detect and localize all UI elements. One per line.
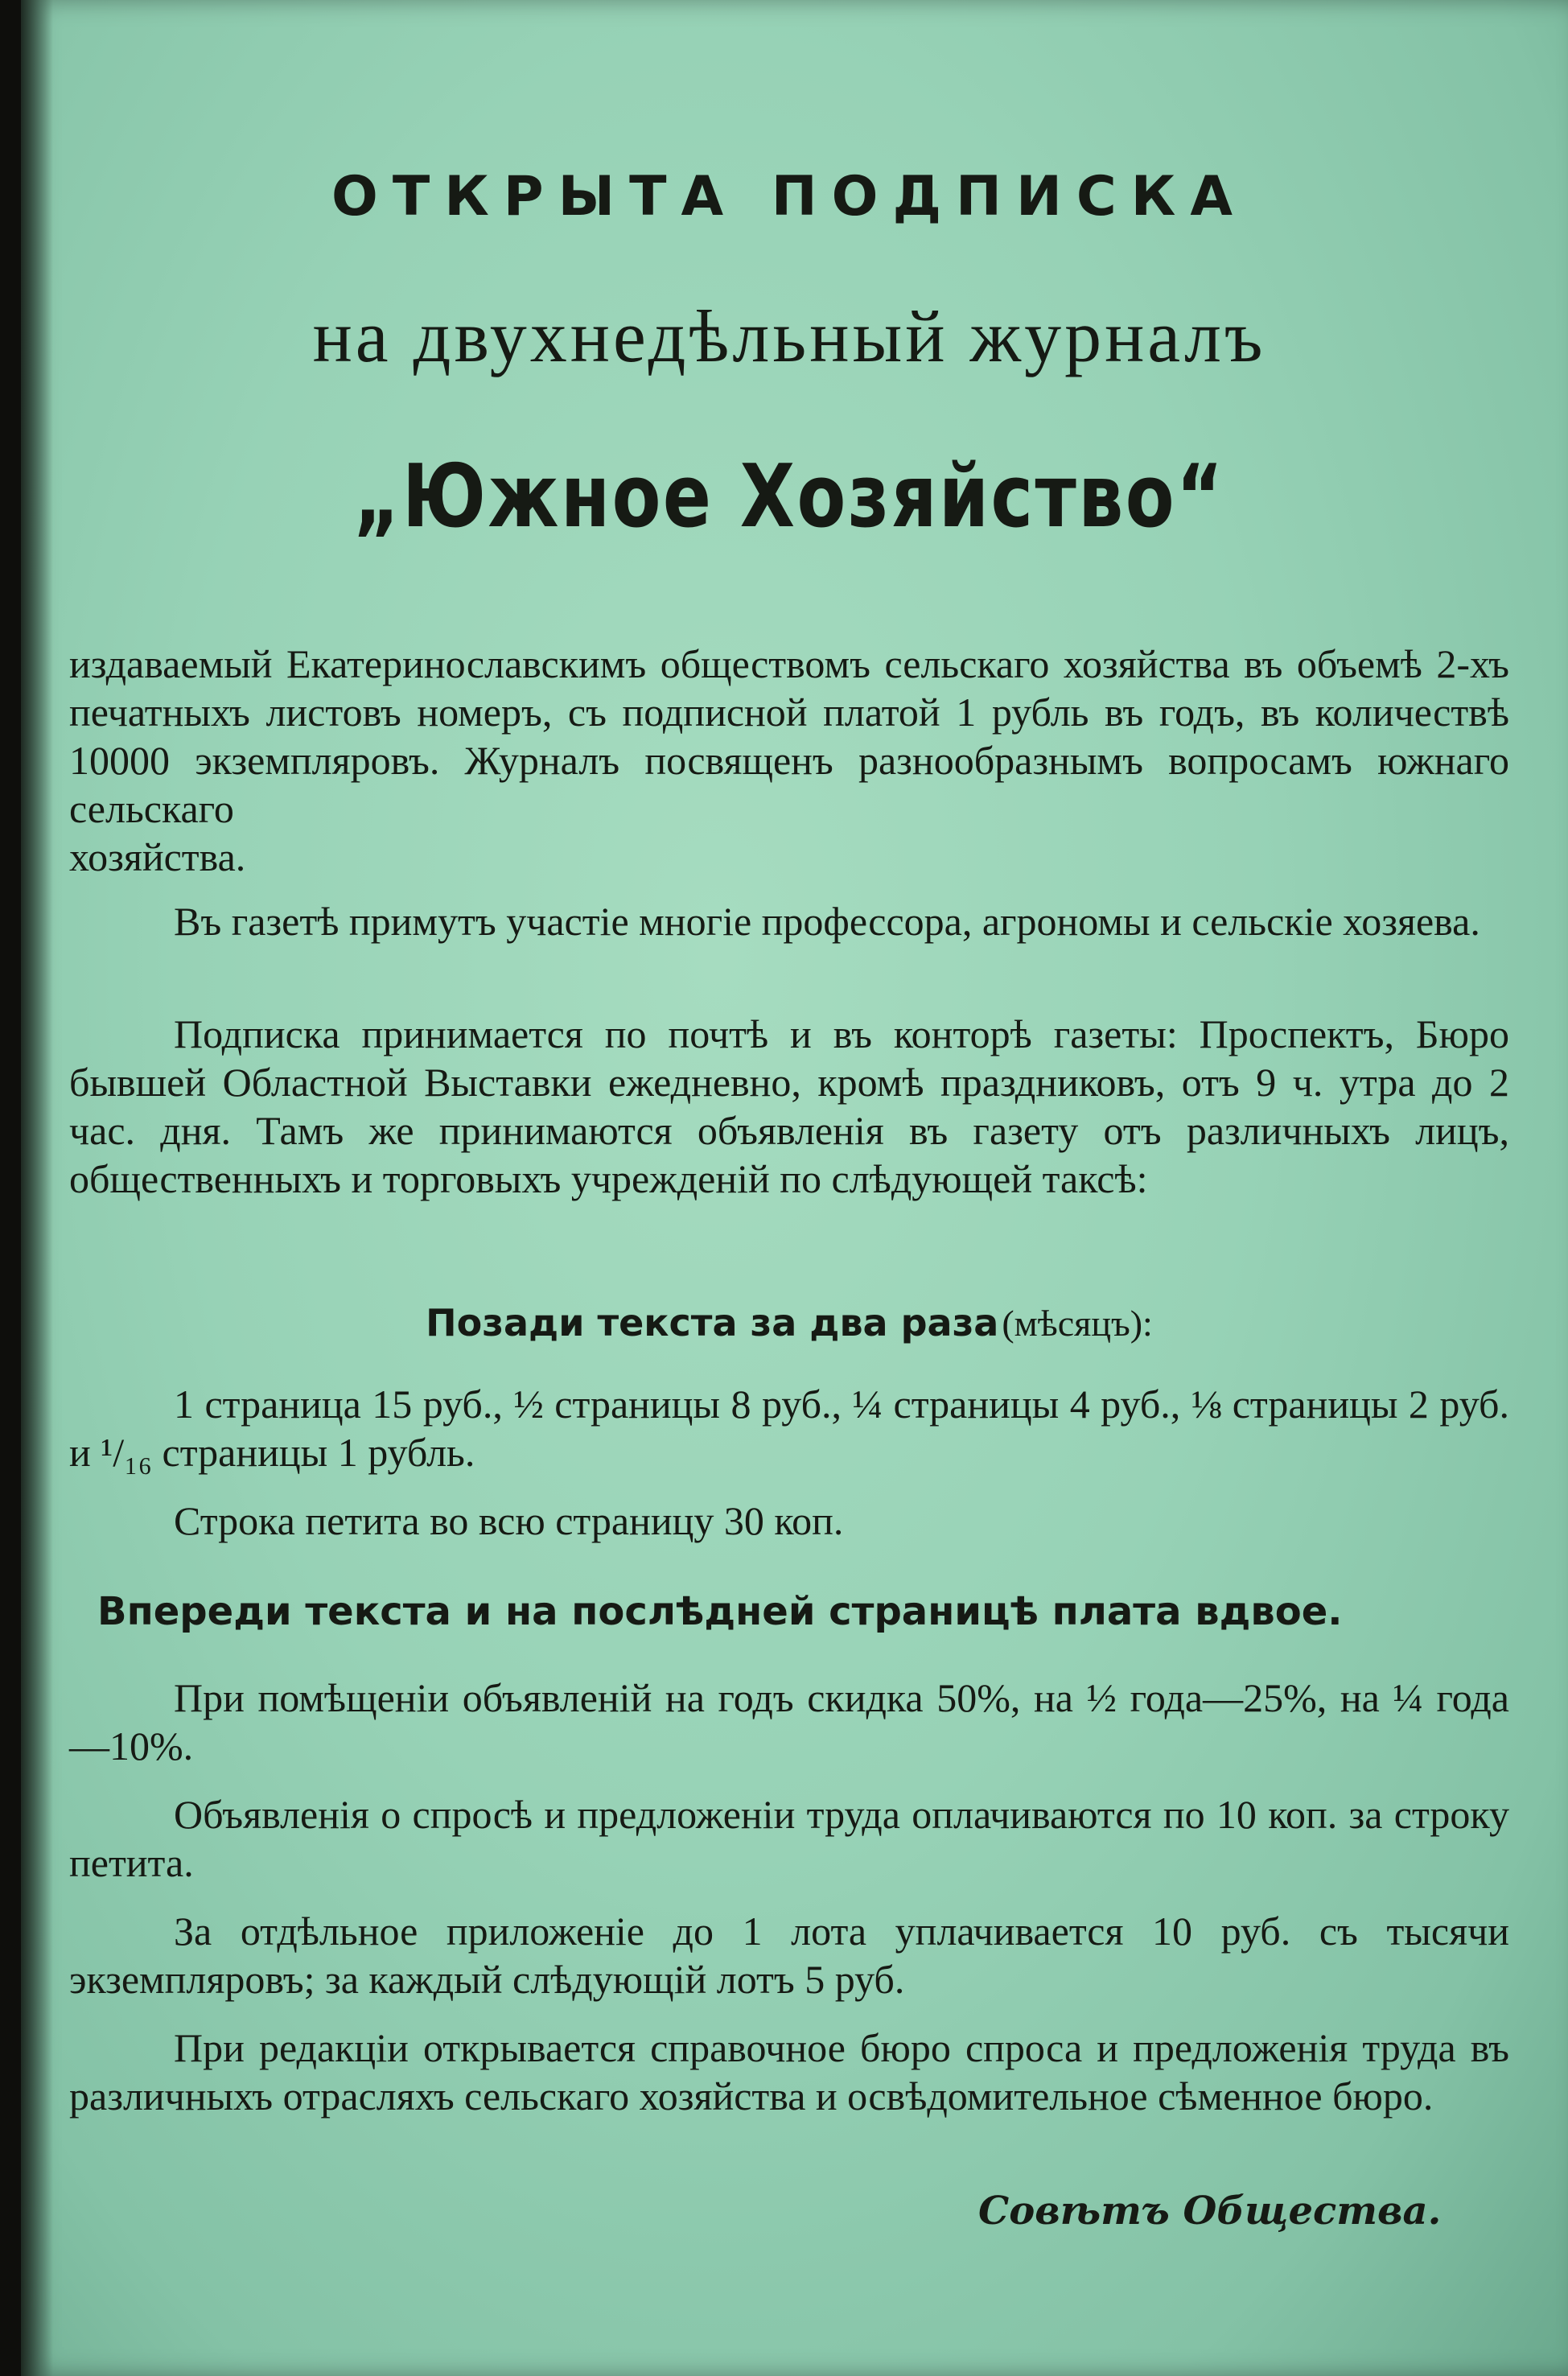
page: [21, 0, 1568, 2376]
rates-front-heading: Впереди текста и на послѣдней страницѣ плата вдвое.: [97, 1589, 1343, 1634]
bureau-paragraph: При редакціи открывается справочное бюро спроса и предложенія труда въ различныхъ отрасляхъ сельскаго хозяйства и освѣдомительное сѣменное бюро.: [69, 2025, 1509, 2119]
supplement-paragraph: За отдѣльное приложеніе до 1 лота уплачивается 10 руб. съ тысячи экземпляровъ; за каждый слѣдующій лотъ 5 руб.: [69, 1909, 1509, 2002]
heading-open-subscription: ОТКРЫТА ПОДПИСКА: [331, 165, 1247, 229]
participants-paragraph: Въ газетѣ примутъ участіе многіе профессора, агрономы и сельскіе хозяева.: [174, 899, 1480, 944]
intro-last-line: хозяйства.: [69, 834, 246, 879]
intro-paragraph: издаваемый Екатеринославскимъ обществомъ сельскаго хозяйства въ объемѣ 2-хъ печатныхъ листовъ номеръ, съ подписной платой 1 рубль въ годъ, въ количествѣ 10000 экземпляровъ. Журналъ посвященъ разнообразнымъ вопросамъ южнаго сельскаго: [69, 641, 1509, 831]
rates-behind-heading-text: Позади текста за два раза: [426, 1301, 999, 1344]
binding-fold: [21, 0, 53, 2376]
journal-title: „Южное Хозяйство“: [353, 447, 1225, 547]
rates-behind-heading-note: (мѣсяцъ):: [1002, 1303, 1153, 1344]
discount-paragraph: При помѣщеніи объявленій на годъ скидка 50%, на ½ года—25%, на ¼ года—10%.: [69, 1675, 1509, 1769]
labor-ads-paragraph: Объявленія о спросѣ и предложеніи труда оплачиваются по 10 коп. за строку петита.: [69, 1792, 1509, 1885]
signature: Совѣтъ Общества.: [978, 2189, 1442, 2234]
rates-behind-heading: [69, 1299, 1509, 1348]
subscription-paragraph: Подписка принимается по почтѣ и въ конторѣ газеты: Проспектъ, Бюро бывшей Областной Выставки ежедневно, кромѣ праздниковъ, отъ 9 ч. утра до 2 час. дня. Тамъ же принимаются объявленія въ газету отъ различныхъ лицъ, общественныхъ и торговыхъ учрежденій по слѣдующей таксѣ:: [69, 1011, 1509, 1201]
petit-line-price: Строка петита во всю страницу 30 коп.: [174, 1498, 844, 1543]
rates-behind-prices: 1 страница 15 руб., ½ страницы 8 руб., ¼ страницы 4 руб., ⅛ страницы 2 руб. и ¹/₁₆ страницы 1 рубль.: [69, 1382, 1509, 1475]
heading-journal-type: на двухнедѣльный журналъ: [312, 295, 1266, 377]
